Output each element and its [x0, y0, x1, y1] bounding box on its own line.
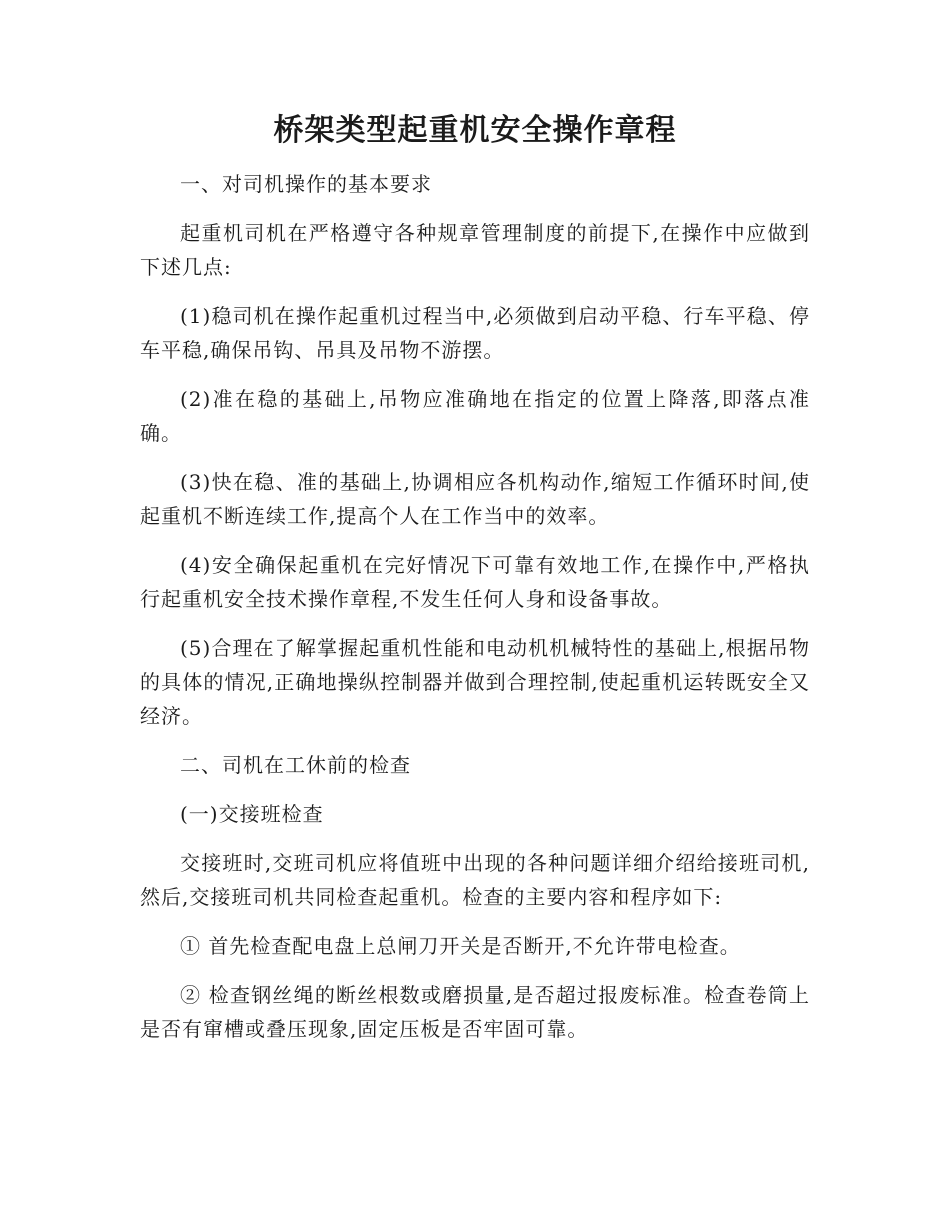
paragraph-check-2: ② 检查钢丝绳的断丝根数或磨损量,是否超过报废标准。检查卷筒上是否有窜槽或叠压现象,固定压板是否牢固可靠。 [140, 983, 810, 1041]
document-title: 桥架类型起重机安全操作章程 [273, 113, 677, 148]
paragraph-item-1: (1)稳司机在操作起重机过程当中,必须做到启动平稳、行车平稳、停车平稳,确保吊钩、吊具及吊物不游摆。 [140, 304, 810, 362]
paragraph-check-1: ① 首先检查配电盘上总闸刀开关是否断开,不允许带电检查。 [180, 934, 741, 958]
paragraph-item-2: (2)准在稳的基础上,吊物应准确地在指定的位置上降落,即落点准确。 [140, 387, 810, 445]
paragraph-handover: 交接班时,交班司机应将值班中出现的各种问题详细介绍给接班司机,然后,交接班司机共同检查起重机。检查的主要内容和程序如下: [140, 851, 810, 909]
paragraph-intro: 起重机司机在严格遵守各种规章管理制度的前提下,在操作中应做到下述几点: [140, 221, 810, 279]
subsection-heading-shift-handover: (一)交接班检查 [180, 802, 324, 826]
section-heading-driver-requirements: 一、对司机操作的基本要求 [180, 172, 432, 196]
paragraph-item-3: (3)快在稳、准的基础上,协调相应各机构动作,缩短工作循环时间,使起重机不断连续工作,提高个人在工作当中的效率。 [140, 470, 810, 528]
paragraph-item-5: (5)合理在了解掌握起重机性能和电动机机械特性的基础上,根据吊物的具体的情况,正确地操纵控制器并做到合理控制,使起重机运转既安全又经济。 [140, 636, 810, 728]
section-heading-pre-work-check: 二、司机在工休前的检查 [180, 753, 411, 777]
paragraph-item-4: (4)安全确保起重机在完好情况下可靠有效地工作,在操作中,严格执行起重机安全技术操作章程,不发生任何人身和设备事故。 [140, 553, 810, 611]
document-body [140, 167, 810, 1061]
